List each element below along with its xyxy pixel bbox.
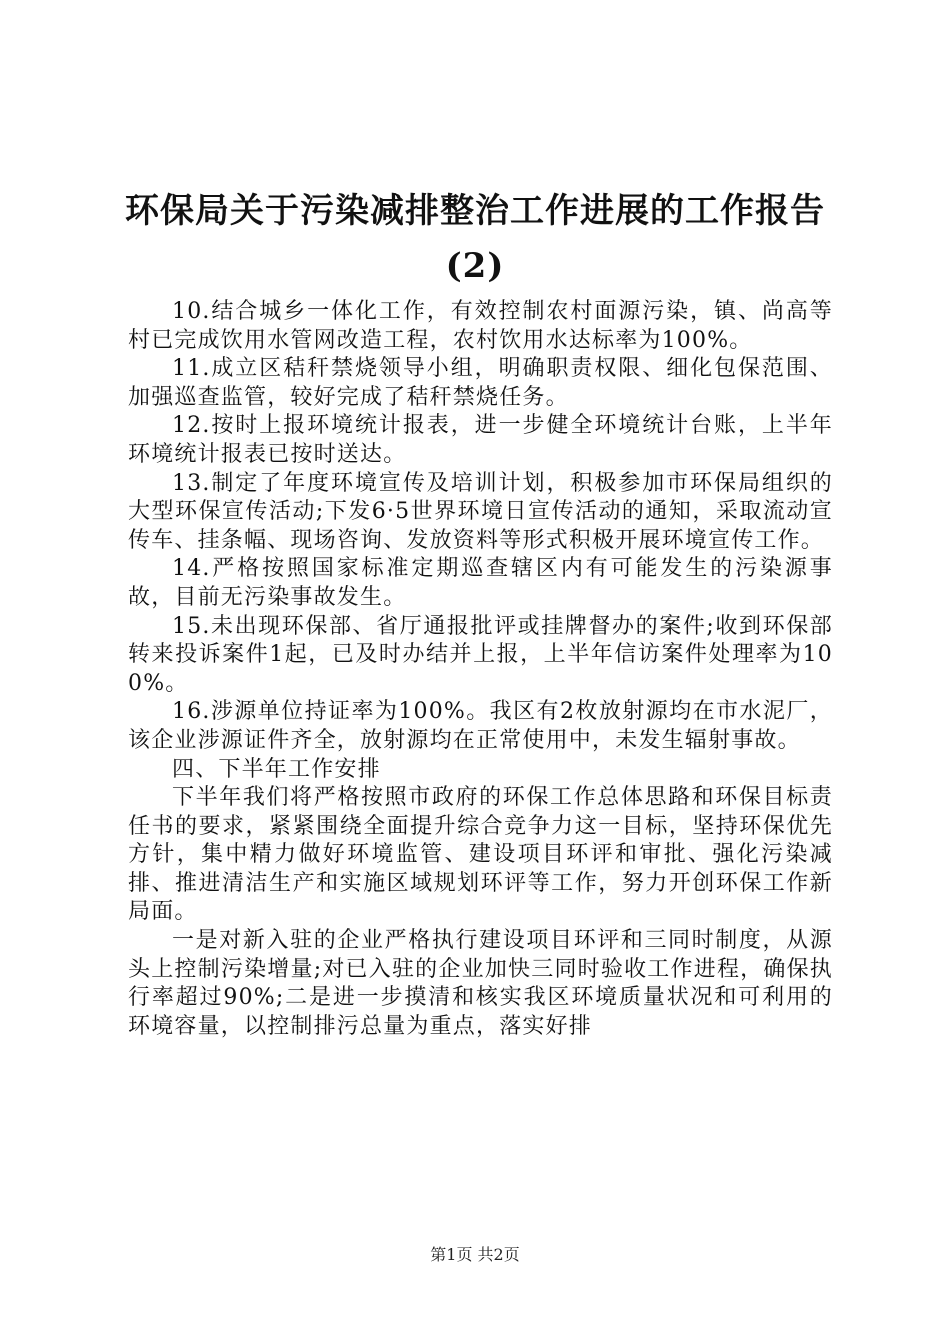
paragraph: 14.严格按照国家标准定期巡查辖区内有可能发生的污染源事故，目前无污染事故发生。 — [128, 556, 833, 610]
page-footer: 第1页 共2页 — [430, 1245, 520, 1264]
paragraph: 13.制定了年度环境宣传及培训计划，积极参加市环保局组织的大型环保宣传活动;下发6·5世界环境日宣传活动的通知，采取流动宣传车、挂条幅、现场咨询、发放资料等形式积极开展环境宣传工作。 — [128, 470, 833, 553]
section-heading: 四、下半年工作安排 — [172, 756, 381, 782]
paragraph: 16.涉源单位持证率为100%。我区有2枚放射源均在市水泥厂，该企业涉源证件齐全，放射源均在正常使用中，未发生辐射事故。 — [128, 699, 833, 753]
paragraph: 12.按时上报环境统计报表，进一步健全环境统计台账，上半年环境统计报表已按时送达。 — [128, 413, 833, 467]
document-title: 环保局关于污染减排整治工作进展的工作报告 — [125, 191, 825, 231]
paragraph: 下半年我们将严格按照市政府的环保工作总体思路和环保目标责任书的要求，紧紧围绕全面提升综合竞争力这一目标，坚持环保优先方针，集中精力做好环境监管、建设项目环评和审批、强化污染减排、推进清洁生产和实施区域规划环评等工作，努力开创环保工作新局面。 — [128, 785, 833, 925]
document-title-suffix: (2) — [445, 246, 505, 286]
document-body — [128, 298, 833, 1041]
paragraph: 11.成立区秸秆禁烧领导小组，明确职责权限、细化包保范围、加强巡查监管，较好完成了秸秆禁烧任务。 — [128, 356, 833, 410]
paragraph: 15.未出现环保部、省厅通报批评或挂牌督办的案件;收到环保部转来投诉案件1起，已及时办结并上报，上半年信访案件处理率为100%。 — [128, 613, 833, 696]
paragraph: 一是对新入驻的企业严格执行建设项目环评和三同时制度，从源头上控制污染增量;对已入驻的企业加快三同时验收工作进程，确保执行率超过90%;二是进一步摸清和核实我区环境质量状况和可利用的环境容量，以控制排污总量为重点，落实好排 — [128, 928, 833, 1039]
paragraph: 10.结合城乡一体化工作，有效控制农村面源污染，镇、尚高等村已完成饮用水管网改造工程，农村饮用水达标率为100%。 — [128, 299, 833, 353]
